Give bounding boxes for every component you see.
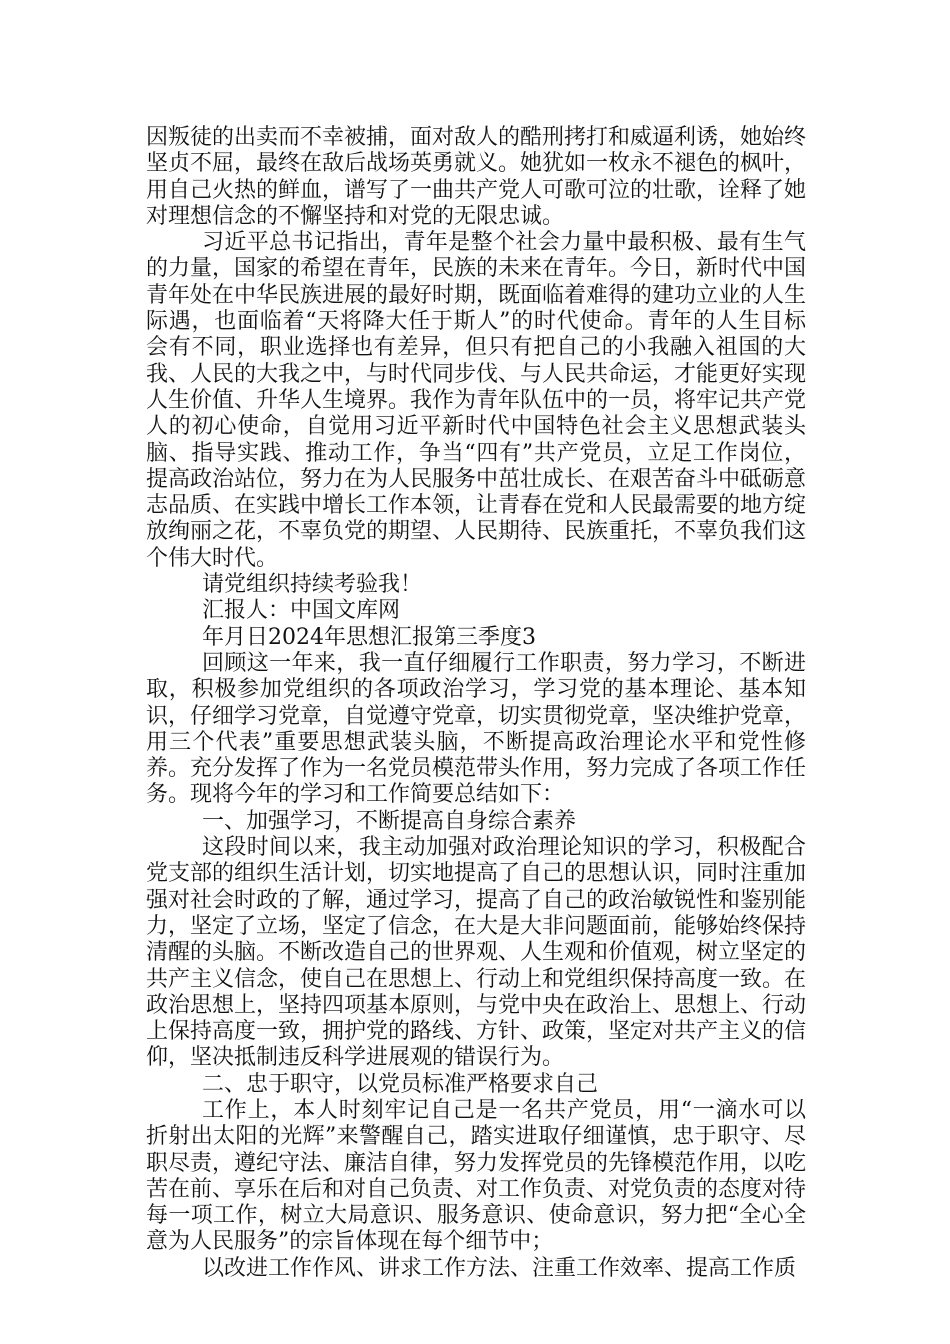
document-body [146, 125, 806, 1282]
heading-2: 二、忠于职守，以党员标准严格要求自己 [202, 1071, 599, 1097]
paragraph-1: 因叛徒的出卖而不幸被捕，面对敌人的酷刑拷打和威逼利诱，她始终坚贞不屈，最终在敌后战场英勇就义。她犹如一枚永不褪色的枫叶，用自己火热的鲜血，谱写了一曲共产党人可歌可泣的壮歌，诠释了她对理想信念的不懈坚持和对党的无限忠诚。 [146, 125, 807, 229]
paragraph-2: 习近平总书记指出，青年是整个社会力量中最积极、最有生气的力量，国家的希望在青年，民族的未来在青年。今日，新时代中国青年处在中华民族进展的最好时期，既面临着难得的建功立业的人生际遇，也面临着“天将降大任于斯人”的时代使命。青年的人生目标会有不同，职业选择也有差异，但只有把自己的小我融入祖国的大我、人民的大我之中，与时代同步伐、与人民共命运，才能更好实现人生价值、升华人生境界。我作为青年队伍中的一员，将牢记共产党人的初心使命，自觉用习近平新时代中国特色社会主义思想武装头脑、指导实践、推动工作，争当“四有”共产党员，立足工作岗位，提高政治站位，努力在为人民服务中茁壮成长、在艰苦奋斗中砥砺意志品质、在实践中增长工作本领，让青春在党和人民最需要的地方绽放绚丽之花，不辜负党的期望、人民期待、民族重托，不辜负我们这个伟大时代。 [146, 230, 807, 571]
heading-1: 一、加强学习，不断提高自身综合素养 [202, 808, 577, 834]
section-title-line: 年月日2024年思想汇报第三季度3 [202, 624, 536, 650]
reporter-line: 汇报人：中国文库网 [202, 598, 401, 624]
paragraph-3: 请党组织持续考验我！ [202, 572, 423, 598]
paragraph-6: 回顾这一年来，我一直仔细履行工作职责，努力学习，不断进取，积极参加党组织的各项政治学习，学习党的基本理论、基本知识，仔细学习党章，自觉遵守党章，切实贯彻党章，坚决维护党章，用三个代表”重要思想武装头脑，不断提高政治理论水平和党性修养。充分发挥了作为一名党员模范带头作用，努力完成了各项工作任务。现将今年的学习和工作简要总结如下： [146, 650, 807, 808]
paragraph-11: 以改进工作作风、讲求工作方法、注重工作效率、提高工作质 [202, 1255, 797, 1281]
paragraph-8: 这段时间以来，我主动加强对政治理论知识的学习，积极配合党支部的组织生活计划，切实地提高了自己的思想认识，同时注重加强对社会时政的了解，通过学习，提高了自己的政治敏锐性和鉴别能力，坚定了立场，坚定了信念，在大是大非问题面前，能够始终保持清醒的头脑。不断改造自己的世界观、人生观和价值观，树立坚定的共产主义信念，使自己在思想上、行动上和党组织保持高度一致。在政治思想上，坚持四项基本原则，与党中央在政治上、思想上、行动上保持高度一致，拥护党的路线、方针、政策，坚定对共产主义的信仰，坚决抵制违反科学进展观的错误行为。 [146, 835, 807, 1071]
paragraph-10: 工作上，本人时刻牢记自己是一名共产党员，用“一滴水可以折射出太阳的光辉”来警醒自己，踏实进取仔细谨慎，忠于职守、尽职尽责，遵纪守法、廉洁自律，努力发挥党员的先锋模范作用，以吃苦在前、享乐在后和对自己负责、对工作负责、对党负责的态度对待每一项工作，树立大局意识、服务意识、使命意识，努力把“全心全意为人民服务”的宗旨体现在每个细节中； [146, 1097, 807, 1255]
